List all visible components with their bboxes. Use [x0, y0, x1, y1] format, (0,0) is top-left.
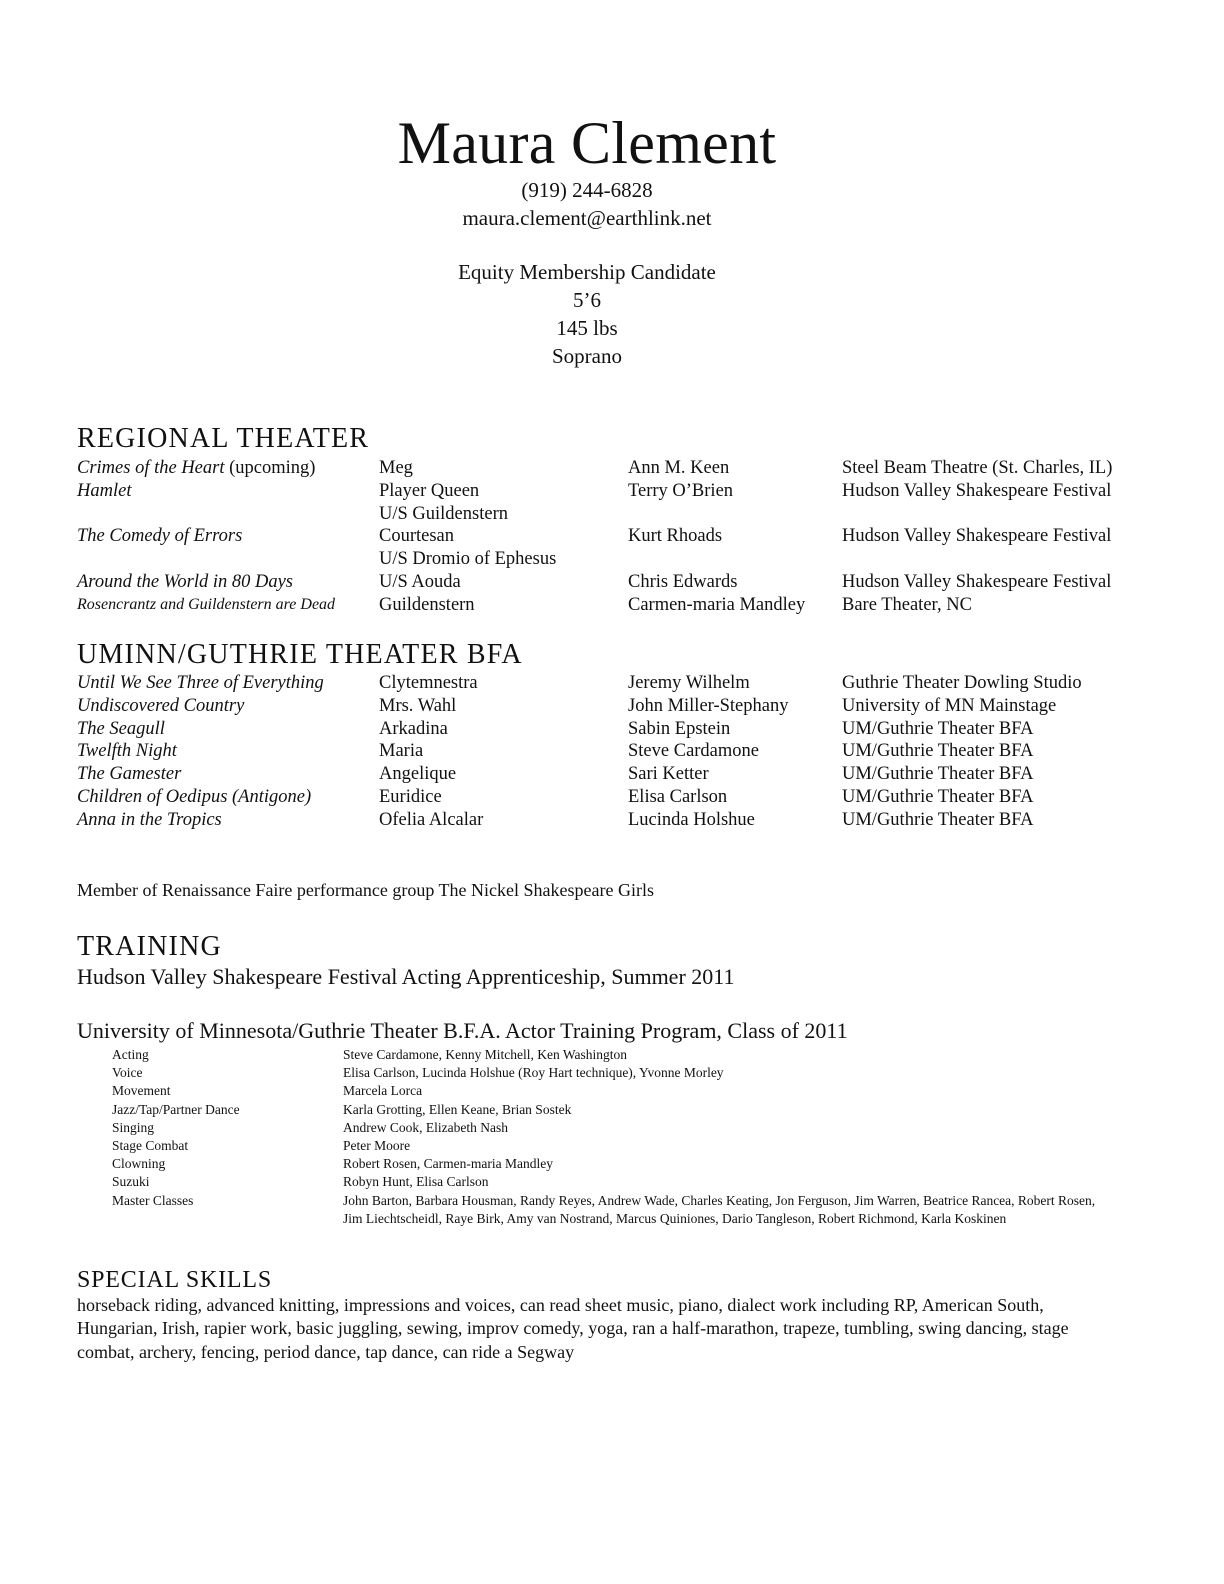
role-cell [379, 809, 483, 832]
apprenticeship: Hudson Valley Shakespeare Festival Acting Apprenticeship, Summer 2011 [77, 964, 735, 989]
role-cell [379, 718, 448, 741]
show-title [77, 672, 324, 695]
special-skills-heading: SPECIAL SKILLS [77, 1267, 272, 1293]
role-cell [379, 571, 461, 594]
role-cell [379, 594, 475, 617]
venue-name: Hudson Valley Shakespeare Festival [842, 526, 1112, 547]
course-list [112, 1046, 1112, 1228]
show-title-text: Hamlet [77, 480, 132, 501]
role-name: Guildenstern [379, 594, 475, 615]
special-skills-text: horseback riding, advanced knitting, impressions and voices, can read sheet music, piano, dialect work including RP, American South, Hungarian, Irish, rapier work, basic juggling, sewing, improv comedy, yoga, ran a half-marathon, trapeze, tumbling, swing dancing, stage combat, archery, fencing, period dance, tap dance, can ride a Segway [77, 1295, 1069, 1362]
weight: 145 lbs [556, 316, 618, 340]
show-title [77, 809, 222, 832]
credit-row [77, 763, 1177, 786]
course-area: Movement [112, 1083, 171, 1099]
role-cell [379, 763, 456, 786]
show-title-text: Undiscovered Country [77, 695, 245, 716]
bfa-credits [77, 672, 1177, 832]
role-name: Player Queen [379, 480, 480, 501]
course-area: Clowning [112, 1156, 166, 1172]
show-title-text: Crimes of the Heart [77, 458, 225, 478]
course-row [112, 1137, 1112, 1155]
venue-name: Bare Theater, NC [842, 594, 972, 615]
venue-name: Steel Beam Theatre (St. Charles, IL) [842, 458, 1113, 478]
show-title [77, 740, 177, 763]
director-name: Jeremy Wilhelm [628, 673, 750, 693]
venue-name: UM/Guthrie Theater BFA [842, 741, 1034, 762]
venue-name: Hudson Valley Shakespeare Festival [842, 480, 1112, 501]
show-title-text: Twelfth Night [77, 741, 177, 762]
actor-stats [0, 258, 1224, 370]
director-name: Sari Ketter [628, 764, 709, 785]
course-teachers: Peter Moore [343, 1138, 411, 1154]
role-name: U/S Guildenstern [379, 503, 508, 524]
show-title-text: The Comedy of Errors [77, 526, 243, 547]
director-name: Carmen-maria Mandley [628, 594, 806, 615]
course-area: Singing [112, 1119, 155, 1135]
role-name: Euridice [379, 786, 442, 807]
role-name: Meg [379, 458, 413, 478]
actor-name: Maura Clement [397, 110, 777, 176]
course-area: Jazz/Tap/Partner Dance [112, 1101, 240, 1117]
phone-number: (919) 244-6828 [521, 178, 653, 202]
show-title [77, 571, 293, 594]
role-cell [379, 695, 456, 718]
venue-name: University of MN Mainstage [842, 695, 1057, 716]
show-title [77, 457, 315, 480]
role-name: Mrs. Wahl [379, 695, 457, 716]
role-cell [379, 672, 478, 695]
venue-name: Hudson Valley Shakespeare Festival [842, 571, 1112, 592]
credit-row [77, 809, 1177, 832]
role-name: Ofelia Alcalar [379, 809, 484, 830]
course-teachers: Marcela Lorca [343, 1083, 423, 1099]
director-name: Kurt Rhoads [628, 526, 723, 547]
course-row [112, 1155, 1112, 1173]
role-name: Arkadina [379, 718, 448, 739]
course-area: Suzuki [112, 1174, 150, 1190]
credit-row [77, 786, 1177, 809]
credit-row [77, 672, 1177, 695]
credit-row [77, 740, 1177, 763]
credit-row [77, 525, 1177, 571]
credit-row [77, 457, 1177, 480]
role-cell [379, 786, 442, 809]
show-title [77, 594, 335, 617]
show-title [77, 786, 311, 809]
venue-name: UM/Guthrie Theater BFA [842, 764, 1034, 785]
director-name: John Miller-Stephany [628, 695, 789, 716]
course-area: Master Classes [112, 1192, 194, 1208]
show-title-text: Around the World in 80 Days [77, 571, 294, 592]
role-cell [379, 740, 423, 763]
role-name: Courtesan [379, 526, 455, 547]
show-title-text: Until We See Three of Everything [77, 673, 324, 693]
resume-header [0, 110, 1224, 370]
role-name: Angelique [379, 764, 457, 785]
show-title-text: The Seagull [77, 718, 165, 739]
director-name: Sabin Epstein [628, 718, 731, 739]
course-area: Acting [112, 1047, 149, 1062]
course-teachers: Steve Cardamone, Kenny Mitchell, Ken Washington [343, 1047, 627, 1062]
course-teachers: Elisa Carlson, Lucinda Holshue (Roy Hart technique), Yvonne Morley [343, 1065, 724, 1081]
venue-name: UM/Guthrie Theater BFA [842, 718, 1034, 739]
role-name: Clytemnestra [379, 673, 478, 693]
bfa-heading: UMINN/GUTHRIE THEATER BFA [77, 639, 523, 670]
show-title-text: Rosencrantz and Guildenstern are Dead [77, 595, 336, 613]
director-name: Chris Edwards [628, 571, 738, 592]
role-cell [379, 525, 556, 571]
regional-theater-credits [77, 457, 1177, 617]
credit-row [77, 571, 1177, 594]
course-teachers: Robert Rosen, Carmen-maria Mandley [343, 1156, 553, 1172]
training-heading: TRAINING [77, 931, 222, 962]
director-name: Lucinda Holshue [628, 809, 755, 830]
course-teachers: Karla Grotting, Ellen Keane, Brian Sostek [343, 1101, 572, 1117]
course-row [112, 1119, 1112, 1137]
course-row [112, 1101, 1112, 1119]
venue-name: UM/Guthrie Theater BFA [842, 809, 1034, 830]
role-cell [379, 457, 413, 480]
director-name: Ann M. Keen [628, 458, 730, 478]
show-title-text: The Gamester [77, 764, 182, 785]
credit-row [77, 480, 1177, 526]
show-title [77, 763, 181, 786]
email-address: maura.clement@earthlink.net [462, 206, 712, 230]
member-note: Member of Renaissance Faire performance group The Nickel Shakespeare Girls [77, 880, 654, 900]
director-name: Terry O’Brien [628, 480, 734, 501]
course-row [112, 1082, 1112, 1100]
course-teachers: Andrew Cook, Elizabeth Nash [343, 1119, 508, 1135]
course-row [112, 1064, 1112, 1082]
show-note: (upcoming) [224, 458, 316, 478]
show-title [77, 718, 165, 741]
course-area: Stage Combat [112, 1138, 189, 1154]
course-area: Voice [112, 1065, 143, 1081]
show-title [77, 480, 131, 503]
show-title [77, 695, 244, 718]
voice-type: Soprano [552, 344, 622, 368]
show-title-text: Anna in the Tropics [77, 809, 222, 830]
credit-row [77, 718, 1177, 741]
role-name: Maria [379, 741, 424, 762]
venue-name: UM/Guthrie Theater BFA [842, 786, 1034, 807]
show-title-text: Children of Oedipus (Antigone) [77, 786, 312, 807]
course-row [112, 1173, 1112, 1191]
course-teachers: Robyn Hunt, Elisa Carlson [343, 1174, 489, 1190]
venue-name: Guthrie Theater Dowling Studio [842, 673, 1082, 693]
bfa-program: University of Minnesota/Guthrie Theater B.F.A. Actor Training Program, Class of 2011 [77, 1018, 848, 1043]
credit-row [77, 594, 1177, 617]
height: 5’6 [573, 288, 601, 312]
role-name: U/S Aouda [379, 571, 461, 592]
director-name: Elisa Carlson [628, 786, 728, 807]
role-name: U/S Dromio of Ephesus [379, 549, 557, 570]
course-teachers: John Barton, Barbara Housman, Randy Reyes, Andrew Wade, Charles Keating, Jon Ferguson, Jim Warren, Beatrice Rancea, Robert Rosen, Jim Liechtscheidl, Raye Birk, Amy van Nostrand, Marcus Quiniones, Dario Tangleson, Robert Richmond, Karla Koskinen [343, 1192, 1096, 1226]
show-title [77, 525, 242, 548]
director-name: Steve Cardamone [628, 741, 759, 762]
course-row [112, 1046, 1112, 1064]
regional-theater-heading: REGIONAL THEATER [77, 423, 370, 454]
course-row [112, 1192, 1112, 1228]
credit-row [77, 695, 1177, 718]
union-status: Equity Membership Candidate [458, 260, 716, 284]
role-cell [379, 480, 508, 526]
